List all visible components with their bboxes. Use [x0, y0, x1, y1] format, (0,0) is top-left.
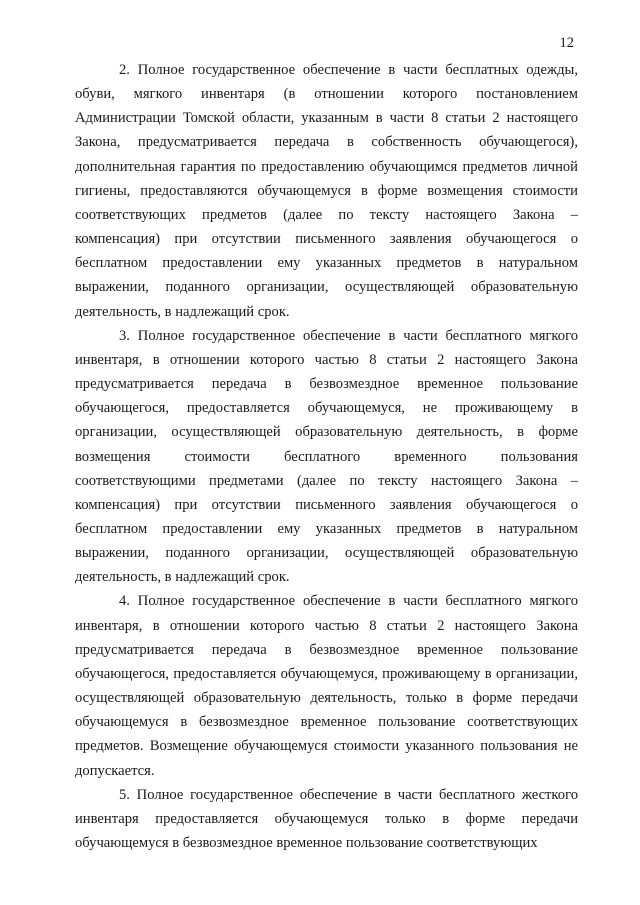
document-body [75, 58, 578, 855]
page-number: 12 [559, 35, 574, 51]
paragraph-2: 2. Полное государственное обеспечение в части бесплатных одежды, обуви, мягкого инвентаря (в отношении которого постановлением Администрации Томской области, указанным в части 8 статьи 2 настоящего Закона, предусматривается передача в собственность обучающегося), дополнительная гарантия по предоставлению обучающимся предметов личной гигиены, предоставляются обучающемуся в форме возмещения стоимости соответствующих предметов (далее по тексту настоящего Закона – компенсация) при отсутствии письменного заявления обучающегося о бесплатном предоставлении ему указанных предметов в натуральном выражении, поданного организации, осуществляющей образовательную деятельность, в надлежащий срок. [75, 62, 578, 320]
paragraph-3: 3. Полное государственное обеспечение в части бесплатного мягкого инвентаря, в отношении которого частью 8 статьи 2 настоящего Закона предусматривается передача в безвозмездное временное пользование обучающегося, предоставляется обучающемуся, не проживающему в организации, осуществляющей образовательную деятельность, в форме возмещения стоимости бесплатного временного пользования соответствующими предметами (далее по тексту настоящего Закона – компенсация) при отсутствии письменного заявления обучающегося о бесплатном предоставлении ему указанных предметов в натуральном выражении, поданного организации, осуществляющей образовательную деятельность, в надлежащий срок. [75, 327, 578, 586]
paragraph-5: 5. Полное государственное обеспечение в части бесплатного жесткого инвентаря предоставляется обучающемуся только в форме передачи обучающемуся в безвозмездное временное пользование соответствующих [75, 786, 578, 851]
paragraph-4: 4. Полное государственное обеспечение в части бесплатного мягкого инвентаря, в отношении которого частью 8 статьи 2 настоящего Закона предусматривается передача в безвозмездное временное пользование обучающегося, предоставляется обучающемуся, проживающему в организации, осуществляющей образовательную деятельность, только в форме передачи обучающемуся в безвозмездное временное пользование соответствующих предметов. Возмещение обучающемуся стоимости указанного пользования не допускается. [75, 593, 578, 779]
